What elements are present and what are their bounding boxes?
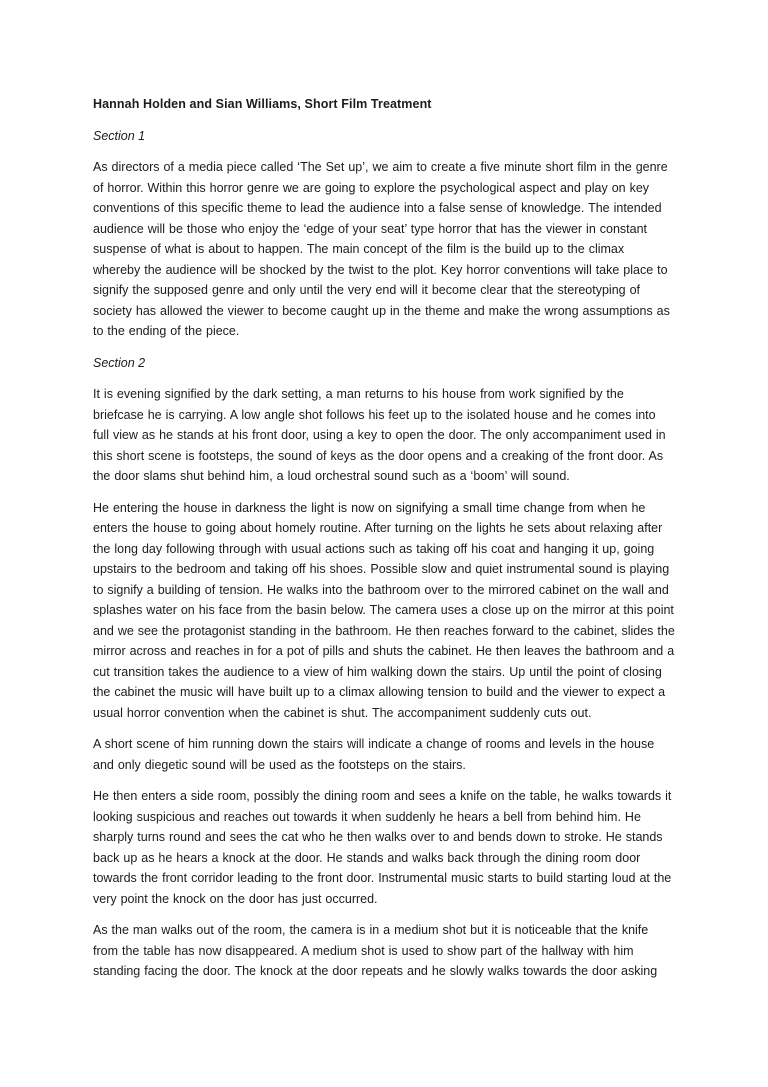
section-2-paragraph-1: It is evening signified by the dark setting, a man returns to his house from work signified by the briefcase he is carrying. A low angle shot follows his feet up to the isolated house and he comes into full view as he stands at his front door, using a key to open the door. The only accompaniment used in this short scene is footsteps, the sound of keys as the door opens and a creaking of the front door. As the door slams shut behind him, a loud orchestral sound such as a ‘boom’ will sound. (93, 387, 666, 483)
section-2-heading: Section 2 (93, 355, 146, 370)
section-1-paragraph-1: As directors of a media piece called ‘The Set up’, we aim to create a five minute short film in the genre of horror. Within this horror genre we are going to explore the psychological aspect and play on key conventions of this specific theme to lead the audience into a false sense of knowledge. The intended audience will be those who enjoy the ‘edge of your seat’ type horror that has the viewer in constant suspense of what is about to happen. The main concept of the film is the build up to the climax whereby the audience will be shocked by the twist to the plot. Key horror conventions will take place to signify the supposed genre and only until the very end will it become clear that the stereotyping of society has allowed the viewer to become caught up in the theme and make the wrong assumptions as to the ending of the piece. (93, 160, 670, 338)
document-title: Hannah Holden and Sian Williams, Short Film Treatment (93, 97, 432, 111)
document-content (93, 94, 675, 993)
section-2-paragraph-2: He entering the house in darkness the light is now on signifying a small time change from when he enters the house to going about homely routine. After turning on the lights he sets about relaxing after the long day following through with usual actions such as taking off his coat and hanging it up, going upstairs to the bedroom and taking off his shoes. Possible slow and quiet instrumental sound is playing to signify a building of tension. He walks into the bathroom over to the mirrored cabinet on the wall and splashes water on his face from the basin below. The camera uses a close up on the mirror at this point and we see the protagonist standing in the bathroom. He then reaches forward to the cabinet, slides the mirror across and reaches in for a pot of pills and shuts the cabinet. He then leaves the bathroom and a cut transition takes the audience to a view of him walking down the stairs. Up until the point of closing the cabinet the music will have built up to a climax allowing tension to build and the viewer to expect a usual horror convention when the cabinet is shut. The accompaniment suddenly cuts out. (93, 500, 675, 720)
section-2-paragraph-3: A short scene of him running down the stairs will indicate a change of rooms and levels in the house and only diegetic sound will be used as the footsteps on the stairs. (93, 737, 655, 772)
section-1-heading: Section 1 (93, 128, 146, 143)
section-2-paragraph-4: He then enters a side room, possibly the dining room and sees a knife on the table, he walks towards it looking suspicious and reaches out towards it when suddenly he hears a bell from behind him. He sharply turns round and sees the cat who he then walks over to and bends down to stroke. He stands back up as he hears a knock at the door. He stands and walks back through the dining room door towards the front corridor leading to the front door. Instrumental music starts to build starting loud at the very point the knock on the door has just occurred. (93, 789, 672, 906)
section-2-paragraph-5: As the man walks out of the room, the camera is in a medium shot but it is noticeable that the knife from the table has now disappeared. A medium shot is used to show part of the hallway with him standing facing the door. The knock at the door repeats and he slowly walks towards the door asking (93, 923, 658, 978)
